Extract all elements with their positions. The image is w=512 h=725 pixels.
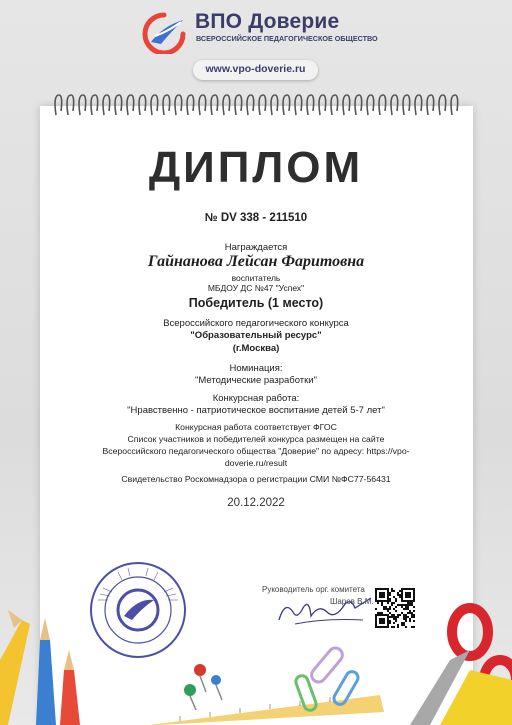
logo-icon — [141, 12, 187, 54]
diploma-title: ДИПЛОМ — [148, 143, 364, 192]
work-label: Конкурсная работа: — [212, 393, 300, 404]
media-certificate: Свидетельство Роскомнадзора о регистрации СМИ №ФС77-56431 — [121, 474, 391, 484]
recipient-organization: МБДОУ ДС №47 "Успех" — [207, 283, 305, 293]
binding-ring — [451, 95, 458, 115]
signature-icon — [275, 590, 375, 630]
binding-ring — [55, 95, 62, 115]
qr-code-icon[interactable] — [375, 588, 415, 628]
binding-ring — [187, 95, 194, 115]
list-note-line-3: doverie.ru/result — [224, 458, 288, 468]
issue-date: 20.12.2022 — [227, 497, 285, 509]
binding-ring — [199, 95, 206, 115]
work-value: "Нравственно - патриотическое воспитание детей 5-7 лет" — [127, 405, 385, 416]
contest-city: (г.Москва) — [232, 343, 280, 354]
binding-ring — [415, 95, 422, 115]
binding-ring — [403, 95, 410, 115]
chairman-label: Руководитель орг. комитета — [262, 585, 365, 594]
result-label: Победитель (1 место) — [188, 296, 324, 310]
stamp-icon — [88, 560, 188, 660]
binding-ring — [91, 95, 98, 115]
binding-ring — [235, 95, 242, 115]
contest-name: "Образовательный ресурс" — [190, 330, 322, 341]
binding-ring — [343, 95, 350, 115]
binding-ring — [127, 95, 134, 115]
binding-ring — [247, 95, 254, 115]
binding-ring — [391, 95, 398, 115]
recipient-position: воспитатель — [231, 273, 281, 283]
binding-ring — [79, 95, 86, 115]
contest-label: Всероссийского педагогического конкурса — [163, 318, 349, 329]
binding-ring — [103, 95, 110, 115]
binding-ring — [307, 95, 314, 115]
recipient-name: Гайнанова Лейсан Фаритовна — [147, 253, 365, 270]
binding-ring — [295, 95, 302, 115]
nomination-value: "Методические разработки" — [195, 375, 317, 386]
spiral-binding — [52, 93, 462, 119]
chairman-name: Шаров В.М. — [330, 597, 374, 606]
binding-ring — [163, 95, 170, 115]
website-url: www.vpo-doverie.ru — [205, 63, 306, 75]
binding-ring — [283, 95, 290, 115]
binding-ring — [211, 95, 218, 115]
brand-title: ВПО Доверие — [195, 10, 340, 33]
brand-subtitle: ВСЕРОССИЙСКОЕ ПЕДАГОГИЧЕСКОЕ ОБЩЕСТВО — [196, 34, 378, 43]
binding-ring — [319, 95, 326, 115]
binding-ring — [439, 95, 446, 115]
binding-ring — [331, 95, 338, 115]
header — [0, 0, 512, 90]
binding-ring — [151, 95, 158, 115]
website-link[interactable] — [193, 60, 318, 80]
binding-ring — [271, 95, 278, 115]
binding-ring — [139, 95, 146, 115]
binding-ring — [379, 95, 386, 115]
binding-ring — [367, 95, 374, 115]
diploma-number: № DV 338 - 211510 — [204, 212, 308, 224]
nomination-label: Номинация: — [229, 363, 283, 374]
fgos-note: Конкурсная работа соответствует ФГОС — [175, 422, 337, 432]
awarded-label: Награждается — [224, 242, 288, 253]
binding-ring — [223, 95, 230, 115]
binding-ring — [259, 95, 266, 115]
binding-ring — [67, 95, 74, 115]
binding-ring — [355, 95, 362, 115]
list-note-line-1: Список участников и победителей конкурса размещен на сайте — [127, 434, 385, 444]
binding-ring — [427, 95, 434, 115]
binding-ring — [115, 95, 122, 115]
binding-ring — [175, 95, 182, 115]
list-note-line-2: Всероссийского педагогического общества "Доверие" по адресу: https://vpo- — [102, 446, 410, 456]
